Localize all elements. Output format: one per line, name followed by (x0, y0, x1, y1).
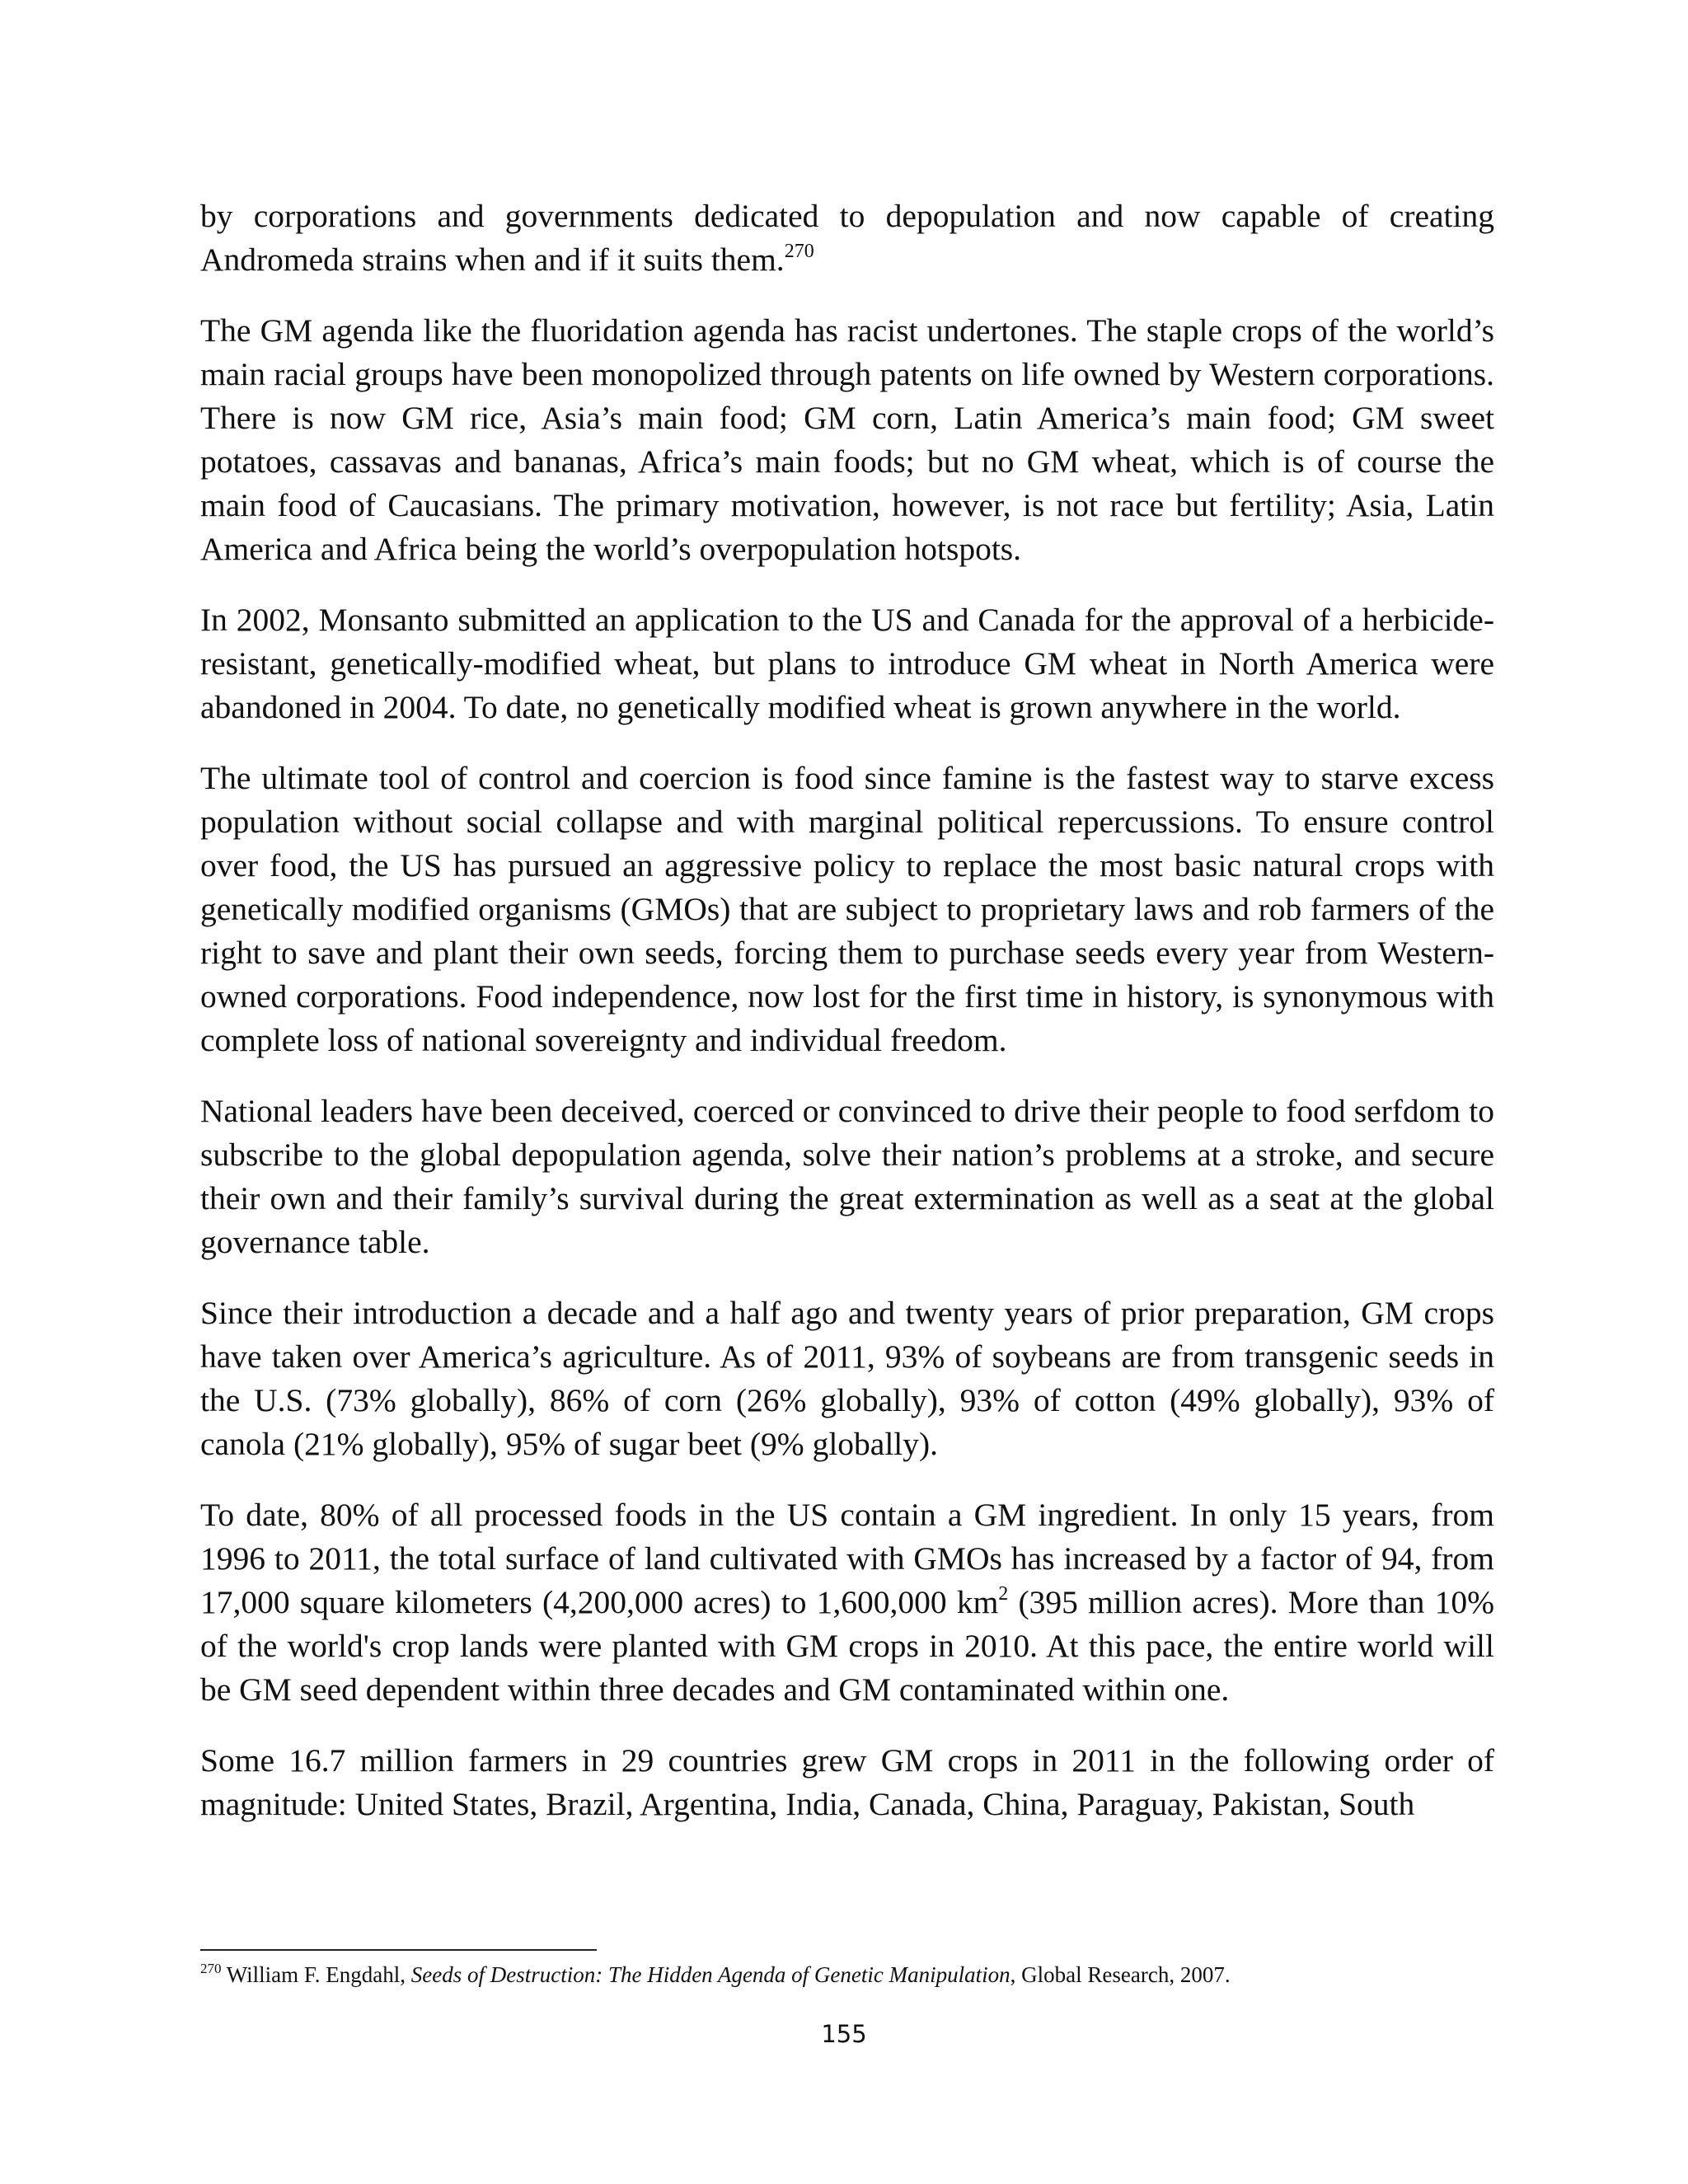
paragraph-8: Some 16.7 million farmers in 29 countries grew GM crops in 2011 in the following order of magnitude: United States, Brazil, Argentina, India, Canada, China, Paraguay, Pakistan, South (200, 1742, 1494, 1822)
footnote-divider (200, 1949, 597, 1951)
paragraph-4: The ultimate tool of control and coercion is food since famine is the fastest way to starve excess population without social collapse and with marginal political repercussions. To ensure control over food, the US has pursued an aggressive policy to replace the most basic natural crops with genetically modified organisms (GMOs) that are subject to proprietary laws and rob farmers of the right to save and plant their own seeds, forcing them to purchase seeds every year from Western-owned corporations. Food independence, now lost for the first time in history, is synonymous with complete loss of national sovereignty and individual freedom. (200, 760, 1494, 1058)
paragraph-1 (200, 194, 1494, 282)
footnote-number: 270 (200, 1961, 222, 1976)
paragraph-5: National leaders have been deceived, coerced or convinced to drive their people to food serfdom to subscribe to the global depopulation agenda, solve their nation’s problems at a stroke, and secure their own and their family’s survival during the great extermination as well as a seat at the global governance table. (200, 1093, 1494, 1260)
paragraph-2: The GM agenda like the fluoridation agenda has racist undertones. The staple crops of the world’s main racial groups have been monopolized through patents on life owned by Western corporations. There is now GM rice, Asia’s main food; GM corn, Latin America’s main food; GM sweet potatoes, cassavas and bananas, Africa’s main foods; but no GM wheat, which is of course the main food of Caucasians. The primary motivation, however, is not race but fertility; Asia, Latin America and Africa being the world’s overpopulation hotspots. (200, 312, 1494, 567)
footnote-author: William F. Engdahl, (221, 1962, 411, 1987)
paragraph-7-text-before: To date, 80% of all processed foods in the US contain a GM ingredient. In only 15 years, from 1996 to 2011, the total surface of land cultivated with GMOs has increased by a factor of 94, from 17,000 square kilometers (4,200,000 acres) to 1,600,000 km (200, 1497, 1494, 1620)
footnote-publisher: , Global Research, 2007. (1010, 1962, 1231, 1987)
page-number: 155 (821, 2020, 867, 2048)
body-text (200, 194, 1494, 1854)
paragraph-7 (200, 1493, 1494, 1712)
footnote-book-title: Seeds of Destruction: The Hidden Agenda of Genetic Manipulation (410, 1962, 1010, 1987)
paragraph-3: In 2002, Monsanto submitted an application to the US and Canada for the approval of a herbicide-resistant, genetically-modified wheat, but plans to introduce GM wheat in North America were abandoned in 2004. To date, no genetically modified wheat is grown anywhere in the world. (200, 602, 1494, 725)
footnote-reference-270[interactable]: 270 (784, 241, 814, 262)
footnote-270 (200, 1959, 1494, 1990)
paragraph-7-text-after: (395 million acres). More than 10% of the world's crop lands were planted with GM crops in 2010. At this pace, the entire world will be GM seed dependent within three decades and GM contaminated within one. (200, 1584, 1494, 1708)
squared-superscript: 2 (998, 1583, 1009, 1605)
paragraph-6: Since their introduction a decade and a half ago and twenty years of prior preparation, GM crops have taken over America’s agriculture. As of 2011, 93% of soybeans are from transgenic seeds in the U.S. (73% globally), 86% of corn (26% globally), 93% of cotton (49% globally), 93% of canola (21% globally), 95% of sugar beet (9% globally). (200, 1295, 1494, 1462)
paragraph-1-text: by corporations and governments dedicated to depopulation and now capable of creating Andromeda strains when and if it suits them. (200, 198, 1494, 278)
